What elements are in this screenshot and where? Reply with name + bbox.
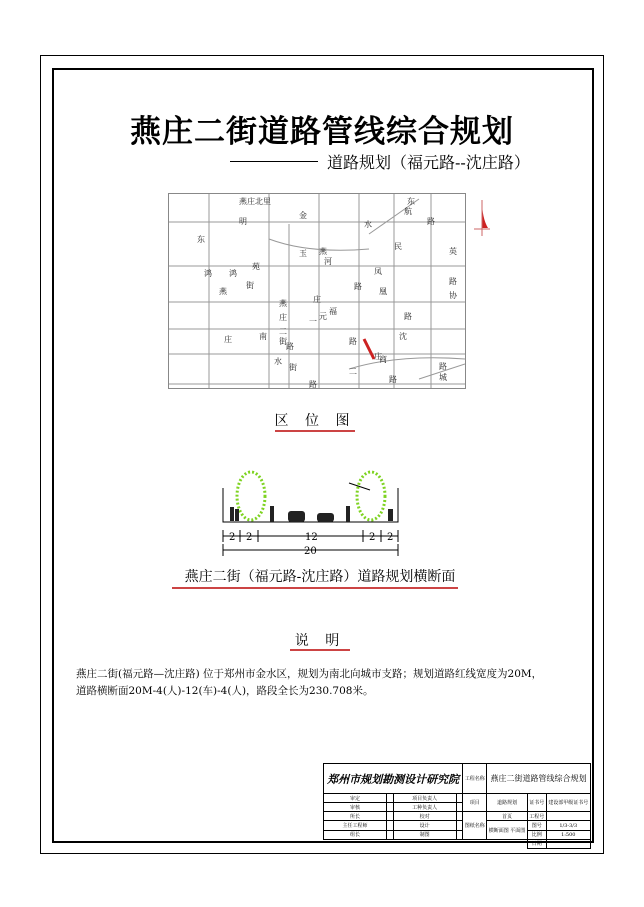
car-icon [317,513,334,522]
inner-border [52,68,594,843]
map-label: 东 [407,197,415,206]
location-map [168,193,466,389]
map-label: 苑 [252,262,260,271]
map-label: 庄 [224,335,232,344]
cyclist-icon [270,506,274,522]
map-label: 街 [279,337,287,346]
map-label: 路 [404,312,412,321]
map-label: 燕 [319,247,327,256]
map-label: 庄 [313,295,321,304]
map-caption: 区 位 图 [274,413,356,429]
dim-label: 2 [229,532,236,543]
page-title: 燕庄二街道路管线综合规划 [130,114,514,150]
map-roads [169,194,465,388]
map-label: 路 [349,337,357,346]
heading-underline [290,649,350,651]
map-label: 协 [449,291,457,300]
car-icon [288,511,305,522]
dim-label: 2 [369,532,376,543]
map-label: 庄 [374,352,382,361]
map-label: 路 [286,342,294,351]
map-label: 路 [309,380,317,388]
map-label: 庄 [279,313,287,322]
tree-icon [237,472,265,520]
institute-name: 郑州市规划勘测设计研究院 [324,764,463,794]
map-label: 二 [349,367,357,376]
map-label: 燕庄北里 [239,197,271,206]
map-label: 路 [354,282,362,291]
map-label: 水 [364,220,372,229]
map-label: 福 [329,307,337,316]
caption-underline [275,430,355,432]
map-label: 民 [394,242,402,251]
map-label: 商 [379,355,387,364]
map-label: 路 [439,362,447,371]
map-label: 凰 [379,287,387,296]
dim-label: 2 [246,532,253,543]
map-label: 河 [324,257,332,266]
notes-line: 燕庄二街(福元路—沈庄路) 位于郑州市金水区，规划为南北向城市支路；规划道路红线宽度为20M， [76,668,543,680]
map-label: 街 [289,363,297,372]
notes-heading: 说 明 [294,633,346,649]
page-subtitle: 道路规划（福元路--沈庄路） [327,153,530,172]
dim-label: 2 [387,532,394,543]
notes-line: 道路横断面20M-4(人)-12(车)-4(人)，路段全长为230.708米。 [76,685,374,697]
pedestrian-icon [388,509,393,521]
map-label: 凤 [374,267,382,276]
map-label: 一 [309,317,317,326]
cross-section-diagram [210,460,450,560]
caption-underline [172,587,458,589]
map-label: 东 [197,235,205,244]
map-label: 燕 [219,287,227,296]
subtitle-rule [230,161,318,162]
map-label: 路 [449,277,457,286]
map-label: 鸿 [204,269,212,278]
pedestrian-icon [230,507,234,521]
project-name: 燕庄二街道路管线综合规划 [487,764,591,794]
map-label: 路 [427,217,435,226]
map-label: 街 [246,281,254,290]
map-label: 明 [239,217,247,226]
tree-icon [357,472,385,520]
map-label: 沈 [399,332,407,341]
title-block: 郑州市规划勘测设计研究院 工程名称 燕庄二街道路管线综合规划 审定 项目负责人 项目 道路规划 证书号 建设部甲级证书号 审核 工种负责人 所长 校对 图纸名称 首页 工程号 主任工程师 设计 横断面图 平面图 图号 1/3-3/3 组长 制图 比例 1:500 日期 [323,763,591,849]
map-label: 水 [274,357,282,366]
map-label: 燕 [279,299,287,308]
notes-body [76,666,542,700]
map-label: 金 [299,211,307,220]
map-label: 鸿 [229,269,237,278]
dim-total: 20 [304,546,317,557]
map-label: 元 [319,312,327,321]
section-caption: 燕庄二街（福元路-沈庄路）道路规划横断面 [184,569,456,585]
map-label: 二 [279,327,287,336]
north-arrow-icon [470,198,492,238]
map-label: 航 [404,207,412,216]
map-label: 南 [259,332,267,341]
cyclist-icon [346,506,350,522]
map-label: 路 [389,375,397,384]
map-label: 英 [449,247,457,256]
map-label: 城 [439,373,447,382]
map-label: 玉 [299,249,307,258]
road-highlight [364,339,374,359]
dim-label: 12 [305,532,318,543]
